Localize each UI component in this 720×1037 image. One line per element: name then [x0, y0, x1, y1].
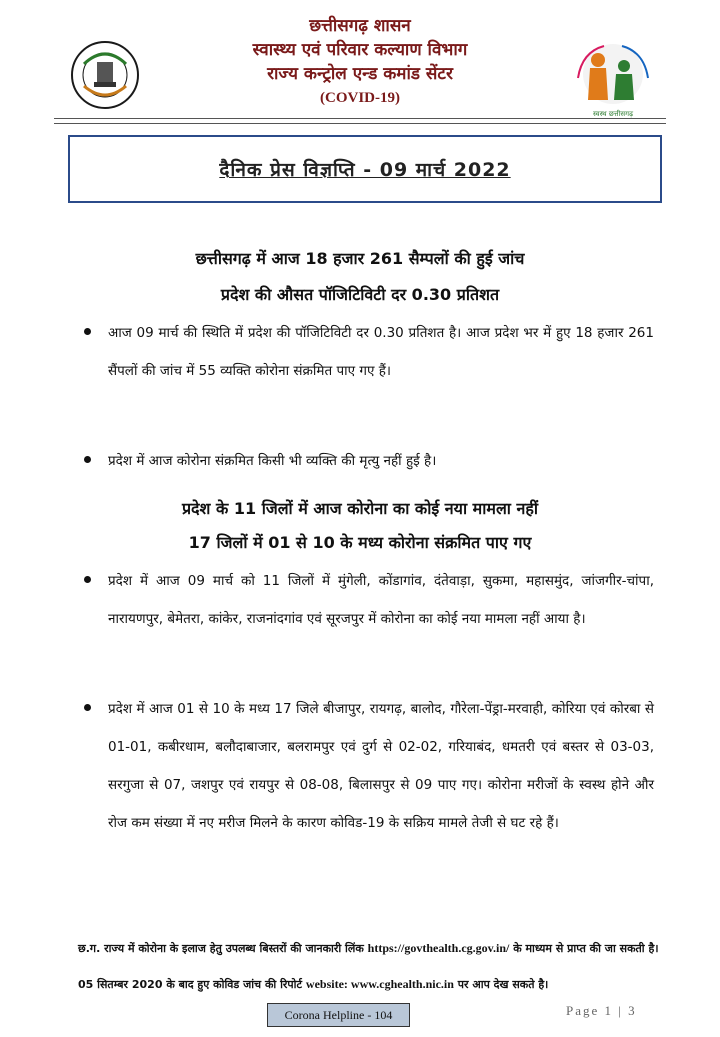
header-line-3: राज्य कन्ट्रोल एन्ड कमांड सेंटर [267, 64, 453, 84]
section1-bullet-1 [108, 314, 654, 390]
header-line-1: छत्तीसगढ़ शासन [309, 16, 411, 36]
bullet-text: प्रदेश में आज 01 से 10 के मध्य 17 जिले बीजापुर, रायगढ़, बालोद, गौरेला-पेंड्रा-मरवाही, कोरिया एवं कोरबा से 01-01, कबीरधाम, बलौदाबाजार, बलरामपुर एवं दुर्ग से 02-02, गरियाबंद, धमतरी एवं बस्तर से 03-03, सरगुजा से 07, जशपुर एवं रायपुर से 08-08, बिलासपुर से 09 पाए गए। कोरोना मरीजों के स्वस्थ होने और रोज कम संख्या में नए मरीज मिलने के कारण कोविड-19 के सक्रिय मामले तेजी से घट रहे हैं। [108, 701, 654, 831]
footer-bed-info [78, 940, 664, 957]
footer-line2-text: 05 सितम्बर 2020 के बाद हुए कोविड जांच की रिपोर्ट [78, 978, 303, 991]
bullet-dot-icon [84, 456, 91, 463]
press-release-title-box [68, 135, 662, 203]
bullet-text: प्रदेश में आज 09 मार्च को 11 जिलों में मुंगेली, कोंडागांव, दंतेवाड़ा, सुकमा, महासमुंद, जांजगीर-चांपा, नारायणपुर, बेमेतरा, कांकेर, राजनांदगांव एवं सूरजपुर में कोरोना का कोई नया मामला नहीं आया है। [108, 573, 654, 627]
swasth-chhattisgarh-logo-icon [568, 38, 658, 120]
footer-line1-end: के माध्यम से प्राप्त की जा सकती है। [513, 942, 659, 955]
section1-headline-1: छत्तीसगढ़ में आज 18 हजार 261 सैम्पलों की हुई जांच [195, 249, 525, 268]
section2-headline-1: प्रदेश के 11 जिलों में आज कोरोना का कोई नया मामला नहीं [181, 499, 539, 518]
footer-test-report [78, 976, 664, 993]
cg-government-emblem-icon [70, 40, 140, 110]
bullet-dot-icon [84, 704, 91, 711]
bullet-text: प्रदेश में आज कोरोना संक्रमित किसी भी व्यक्ति की मृत्यु नहीं हुई है। [108, 453, 437, 469]
bullet-dot-icon [84, 328, 91, 335]
bullet-text: आज 09 मार्च की स्थिति में प्रदेश की पॉजिटिविटी दर 0.30 प्रतिशत है। आज प्रदेश भर में हुए 18 हजार 261 सैंपलों की जांच में 55 व्यक्ति कोरोना संक्रमित पाए गए हैं। [108, 325, 654, 379]
footer-line1-text: छ.ग. राज्य में कोरोना के इलाज हेतु उपलब्ध बिस्तरों की जानकारी लिंक [78, 942, 364, 955]
press-release-title: दैनिक प्रेस विज्ञप्ति - 09 मार्च 2022 [219, 159, 511, 181]
section1-headline-2: प्रदेश की औसत पॉजिटिविटी दर 0.30 प्रतिशत [220, 285, 500, 304]
govthealth-link[interactable]: https://govthealth.cg.gov.in/ [367, 941, 510, 955]
page-number: Page 1 | 3 [566, 1003, 637, 1018]
section2-headline-2: 17 जिलों में 01 से 10 के मध्य कोरोना संक्रमित पाए गए [188, 533, 532, 552]
section2-bullet-2 [108, 690, 654, 842]
bullet-dot-icon [84, 576, 91, 583]
document-header [0, 14, 720, 118]
footer-line2-end: पर आप देख सकते है। [457, 978, 549, 991]
header-line-4: (COVID-19) [320, 90, 400, 106]
section2-bullet-1 [108, 562, 654, 638]
cghealth-website-link[interactable]: website: www.cghealth.nic.in [305, 977, 454, 991]
corona-helpline-box: Corona Helpline - 104 [267, 1003, 410, 1027]
svg-text:स्वस्थ छत्तीसगढ़: स्वस्थ छत्तीसगढ़ [592, 110, 634, 118]
section1-bullet-2 [108, 442, 654, 480]
header-divider-top [54, 118, 666, 119]
header-divider-bottom [54, 123, 666, 124]
header-line-2: स्वास्थ्य एवं परिवार कल्याण विभाग [252, 40, 468, 60]
